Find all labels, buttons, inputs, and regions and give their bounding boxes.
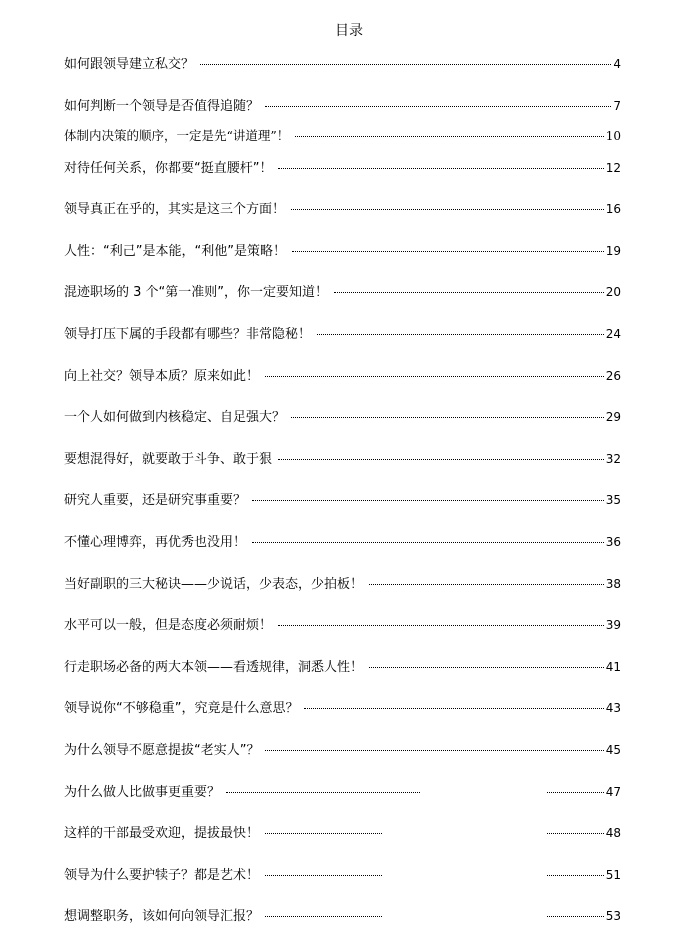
dot-leader [278, 168, 603, 169]
toc-entry-page: 29 [605, 410, 621, 424]
dot-leader [369, 584, 604, 585]
toc-entry-page: 20 [605, 285, 621, 299]
toc-entry-page: 43 [605, 701, 621, 715]
dot-leader [265, 376, 604, 377]
toc-entry-title: 这样的干部最受欢迎，提拔最快！ [64, 826, 260, 841]
dot-leader [292, 251, 604, 252]
toc-entry [64, 241, 621, 261]
dot-leader [369, 667, 604, 668]
toc-entry [64, 54, 621, 74]
toc-entry-title: 水平可以一般，但是态度必须耐烦！ [64, 618, 273, 633]
toc-entry-page: 16 [605, 202, 621, 216]
toc-entry-title: 一个人如何做到内核稳定、自足强大？ [64, 410, 286, 425]
toc-entry-title: 为什么领导不愿意提拔“老实人”？ [64, 743, 260, 758]
toc-entry-page: 12 [605, 161, 621, 175]
toc-entry-title: 体制内决策的顺序，一定是先“讲道理”！ [64, 128, 290, 143]
toc-entry [64, 574, 621, 594]
toc-entry-title: 对待任何关系，你都要“挺直腰杆”！ [64, 161, 273, 176]
toc-entry-page: 19 [605, 244, 621, 258]
dot-leader [265, 750, 603, 751]
toc-entry-page: 47 [605, 785, 621, 799]
toc-entry [64, 199, 621, 219]
toc-entry-page: 51 [605, 868, 621, 882]
toc-entry [64, 324, 621, 344]
dot-leader [252, 542, 604, 543]
dot-leader [252, 500, 604, 501]
toc-entry [64, 282, 621, 302]
dot-leader [291, 417, 604, 418]
toc-entry [64, 366, 621, 386]
leader-gap [383, 910, 546, 924]
toc-entry [64, 698, 621, 718]
dot-leader [334, 292, 604, 293]
toc-entry-title: 领导为什么要护犊子？都是艺术！ [64, 868, 260, 883]
toc-entry [64, 615, 621, 635]
toc-entry-page: 38 [605, 577, 621, 591]
toc-entry [64, 96, 621, 116]
toc-entry [64, 657, 621, 677]
leader-gap [383, 869, 546, 883]
toc-entry-title: 想调整职务，该如何向领导汇报？ [64, 909, 260, 924]
toc-entry-title: 向上社交？领导本质？原来如此！ [64, 369, 260, 384]
toc-entry-title: 人性：“利己”是本能，“利他”是策略！ [64, 244, 286, 259]
toc-entry-page: 53 [605, 909, 621, 923]
toc-entry-title: 为什么做人比做事更重要？ [64, 785, 221, 800]
toc-entry-page: 32 [605, 452, 621, 466]
toc-entry-page: 39 [605, 618, 621, 632]
toc-entry-title: 要想混得好，就要敢于斗争、敢于狠 [64, 452, 273, 467]
toc-entry-page: 48 [605, 826, 621, 840]
toc-entry [64, 740, 621, 760]
dot-leader [226, 792, 604, 793]
toc-entry-title: 研究人重要，还是研究事重要？ [64, 493, 247, 508]
toc-entry-title: 混迹职场的 3 个“第一准则”，你一定要知道！ [64, 285, 329, 300]
toc-entry-title: 不懂心理博弈，再优秀也没用！ [64, 535, 247, 550]
toc-entry [64, 532, 621, 552]
toc-entry-title: 领导说你“不够稳重”，究竟是什么意思？ [64, 701, 299, 716]
toc-entry [64, 126, 621, 146]
toc-entry-page: 36 [605, 535, 621, 549]
toc-entry [64, 407, 621, 427]
toc-entry [64, 449, 621, 469]
toc-entry-page: 35 [605, 493, 621, 507]
dot-leader [278, 625, 604, 626]
toc-entry-page: 24 [605, 327, 621, 341]
dot-leader [317, 334, 604, 335]
dot-leader [295, 136, 603, 137]
toc-entry-page: 26 [605, 369, 621, 383]
dot-leader [278, 459, 604, 460]
toc-entry [64, 490, 621, 510]
toc-entry-page: 41 [605, 660, 621, 674]
toc-entry-title: 领导打压下属的手段都有哪些？非常隐秘！ [64, 327, 312, 342]
toc-entry-title: 行走职场必备的两大本领——看透规律，洞悉人性！ [64, 660, 364, 675]
toc-entry-page: 45 [605, 743, 621, 757]
toc-entry [64, 158, 621, 178]
dot-leader [304, 708, 603, 709]
dot-leader [291, 209, 604, 210]
toc-entry-title: 如何跟领导建立私交？ [64, 57, 195, 72]
toc-entry-page: 10 [605, 129, 621, 143]
dot-leader [200, 64, 611, 65]
toc-entry-page: 7 [613, 99, 621, 113]
toc-entry-page: 4 [613, 57, 621, 71]
toc-entry-title: 当好副职的三大秘诀——少说话，少表态，少拍板！ [64, 577, 364, 592]
toc-entry-title: 如何判断一个领导是否值得追随？ [64, 99, 260, 114]
leader-gap [383, 827, 546, 841]
toc-entry-title: 领导真正在乎的，其实是这三个方面！ [64, 202, 286, 217]
leader-gap [420, 786, 546, 800]
dot-leader [265, 106, 611, 107]
toc-title: 目录 [335, 23, 363, 39]
